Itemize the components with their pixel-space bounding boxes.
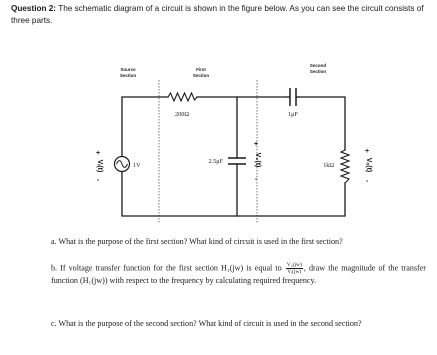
capacitor-1uf-icon xyxy=(286,88,300,106)
first-section-label-line1: First xyxy=(196,67,206,72)
capacitor1-value: 1μF xyxy=(288,111,298,118)
source-section-label-line1: Source xyxy=(120,67,136,72)
second-section-label-line1: Second xyxy=(309,63,327,68)
source-plus: + xyxy=(95,150,101,157)
v2-plus: + xyxy=(253,141,259,148)
source-voltage-label: Vᵢ(t) xyxy=(96,159,103,173)
source-value: 1V xyxy=(133,162,141,169)
capacitor-2-5uf-icon xyxy=(228,158,246,164)
source-minus: - xyxy=(96,177,100,184)
fraction-denominator: Vᵢ(jw) xyxy=(287,269,302,275)
question-number: Question 2: xyxy=(11,4,57,13)
part-a-question: a. What is the purpose of the first section? What kind of circuit is used in the first section? xyxy=(51,237,343,246)
wire-left-top xyxy=(122,97,168,157)
part-b-text-end: , draw the magnitude of the transfer function (H₁(jw)) with respect to the frequency by calculating required frequency. xyxy=(51,263,426,285)
v2-minus: - xyxy=(254,176,258,183)
ac-source-icon xyxy=(115,157,130,172)
part-b-text-start: b. If voltage transfer function for the first section H₁(jw) is equal to xyxy=(51,263,282,273)
resistor-200-icon xyxy=(168,93,197,101)
resistor2-value: 1kΩ xyxy=(323,162,334,169)
vo-voltage-label: Vₒ(t) xyxy=(365,157,372,173)
resistor1-value: 200Ω xyxy=(175,111,189,118)
capacitor2-value: 2.5μF xyxy=(208,158,223,165)
transfer-function-fraction xyxy=(286,262,303,275)
part-c-question: c. What is the purpose of the second section? What kind of circuit is used in the second section? xyxy=(51,319,362,328)
question-intro: The schematic diagram of a circuit is shown in the figure below. As you can see the circuit consists of three parts. xyxy=(11,4,424,25)
vo-plus: + xyxy=(364,148,370,155)
v2-voltage-label: V₂(t) xyxy=(254,152,261,168)
first-section-label-line2: Section xyxy=(192,73,210,78)
resistor-1k-icon xyxy=(341,150,349,183)
wire-bottom xyxy=(122,172,345,216)
second-section-label-line2: Section xyxy=(309,69,327,74)
wire-right-top xyxy=(300,97,345,150)
fraction-numerator: V₂(jw) xyxy=(286,262,302,268)
part-b-question xyxy=(51,262,426,287)
vo-minus: - xyxy=(365,178,369,185)
source-section-label-line2: Section xyxy=(119,73,137,78)
